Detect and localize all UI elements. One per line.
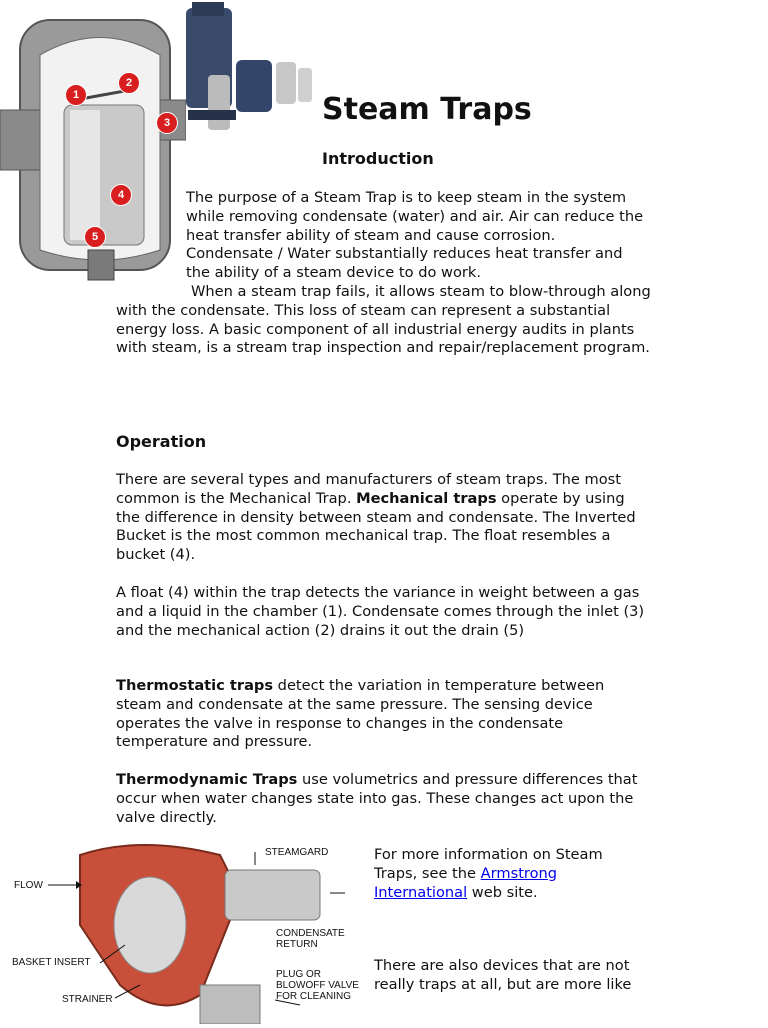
operation-paragraph-thermostatic	[116, 677, 652, 752]
thermodynamic-text: use volumetrics and pressure differences that occur when water changes state into gas. These changes act upon the valve directly.	[116, 771, 638, 826]
diagram-number-2: 2	[118, 72, 140, 94]
intro-paragraph-top: The purpose of a Steam Trap is to keep steam in the system while removing condensate (water) and air. Air can reduce the heat transfer ability of steam and cause corrosion. Condensate / Water substantially reduces heat transfer and the ability of a steam device to do work.	[186, 189, 644, 282]
mechanical-text-b: operate by using the difference in density between steam and condensate. The Inverted Bucket is the most common mechanical trap. The float resembles a bucket (4).	[116, 489, 636, 564]
diagram-number-3: 3	[156, 112, 178, 134]
mechanical-text-a: There are several types and manufacturers of steam traps. The most common is the Mechanical Trap.	[116, 471, 621, 507]
operation-paragraph-mechanical	[116, 471, 652, 565]
steamgard-label: STEAMGARD	[265, 847, 329, 858]
thermostatic-text: detect the variation in temperature between steam and condensate at the same pressure. The sensing device operates the valve in response to changes in the condensate temperature and pressure.	[116, 677, 605, 751]
introduction-heading: Introduction	[322, 149, 434, 168]
operation-paragraph-thermodynamic	[116, 771, 652, 827]
devices-paragraph: There are also devices that are not really traps at all, but are more like	[374, 957, 632, 993]
diagram-number-1: 1	[65, 84, 87, 106]
basket-insert-label: BASKET INSERT	[12, 957, 91, 968]
more-info-paragraph	[374, 846, 644, 902]
more-info-text-b: web site.	[467, 883, 538, 901]
strainer-label: STRAINER	[62, 994, 113, 1005]
steam-trap-products-image	[186, 0, 320, 145]
mechanical-traps-term: Mechanical traps	[356, 489, 497, 507]
thermostatic-traps-term: Thermostatic traps	[116, 677, 274, 694]
thermodynamic-traps-term: Thermodynamic Traps	[116, 771, 298, 788]
operation-paragraph-float: A float (4) within the trap detects the variance in weight between a gas and a liquid in the chamber (1). Condensate comes through the inlet (3) and the mechanical action (2) drains it out the drain (5)	[116, 584, 645, 639]
condensate-return-label: CONDENSATE RETURN	[276, 928, 345, 950]
plug-blowoff-label: PLUG OR BLOWOFF VALVE FOR CLEANING	[276, 969, 359, 1002]
more-info-text-a: For more information on Steam Traps, see the	[374, 846, 603, 882]
armstrong-international-link[interactable]: Armstrong International	[374, 864, 558, 901]
steam-trap-cutaway-image	[0, 10, 186, 290]
flow-label: FLOW	[14, 880, 43, 891]
operation-heading: Operation	[116, 432, 207, 451]
strainer-image	[0, 835, 370, 1024]
page-title: Steam Traps	[322, 92, 532, 127]
diagram-number-5: 5	[84, 226, 106, 248]
intro-paragraph-bottom: When a steam trap fails, it allows steam to blow-through along with the condensate. This loss of steam can represent a substantial energy loss. A basic component of all industrial energy audits in plants with steam, is a stream trap inspection and repair/replacement program.	[116, 283, 651, 357]
diagram-number-4: 4	[110, 184, 132, 206]
